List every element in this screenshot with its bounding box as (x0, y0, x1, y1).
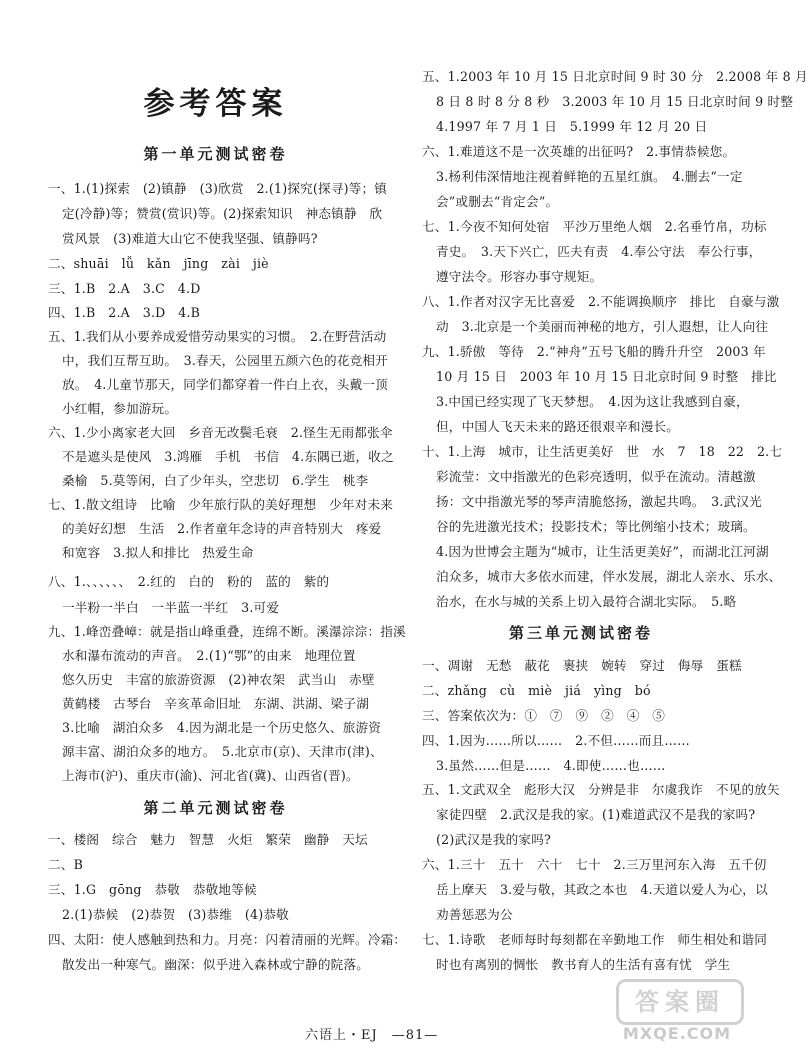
answer-line: 四、太阳：使人感触到热和力。月亮：闪着清丽的光辉。冷霜： (48, 932, 407, 947)
section-title-unit3: 第三单元测试密卷 (508, 624, 653, 642)
answer-line: 二、B (48, 857, 84, 872)
answer-line: 二、shuāi lǚ kǎn jīng zài jiè (48, 256, 269, 271)
answer-line: 不是遮头是使风 3.鸿雁 手机 书信 4.东隅已逝，收之 (62, 449, 394, 464)
answer-line: 动 3.北京是一个美丽而神秘的地方，引人遐想，让人向往 (436, 319, 769, 334)
answer-line: 散发出一种寒气。幽深：似乎进入森林或宁静的院落。 (62, 957, 370, 972)
answer-line: 六、1.三十 五十 六十 七十 2.三万里河东入海 五千仞 (422, 857, 767, 872)
answer-line: 三、1.G gōng 恭敬 恭敬地等候 (48, 882, 257, 897)
answer-line: 彩流莹：文中指激光的色彩亮透明，似乎在流动。清越激 (436, 469, 756, 484)
answer-line: 上海市(沪)、重庆市(渝)、河北省(冀)、山西省(晋)。 (62, 768, 359, 783)
answer-line: 2.(1)恭候 (2)恭贺 (3)恭维 (4)恭敬 (62, 907, 289, 922)
answer-line: 水和瀑布流动的声音。 2.(1)“鄂”的由来 地理位置 (62, 648, 356, 663)
answer-line: 中，我们互帮互助。 3.春天，公园里五颜六色的花竞相开 (62, 353, 388, 368)
answer-line: (2)武汉是我的家吗? (436, 832, 551, 847)
answer-line: 但，中国人飞天未来的路还很艰辛和漫长。 (436, 419, 680, 434)
answer-line: 一、楼阁 综合 魅力 智慧 火炬 繁荣 幽静 天坛 (48, 832, 368, 847)
answer-line: 七、1.今夜不知何处宿 平沙万里绝人烟 2.名垂竹帛，功标 (422, 219, 767, 234)
answer-line: 扬：文中指激光琴的琴声清脆悠扬，激起共鸣。 3.武汉光 (436, 494, 762, 509)
answer-line: 八、1.作者对汉字无比喜爱 2.不能调换顺序 排比 自豪与激 (422, 294, 780, 309)
answer-line: 九、1.骄傲 等待 2.“神舟”五号飞船的腾升升空 2003 年 (422, 344, 766, 359)
answer-line: 一、1.(1)探索 (2)镇静 (3)欣赏 2.(1)探究(探寻)等；镇 (48, 181, 388, 196)
answer-line: 七、1.诗歌 老师每时每刻都在辛勤地工作 师生相处和谐同 (422, 932, 768, 947)
page-title: 参考答案 (143, 86, 288, 122)
answer-line: 六、1.难道这不是一次英雄的出征吗? 2.事情恭候您。 (422, 144, 736, 159)
answer-line: 和宽容 3.拟人和排比 热爱生命 (62, 545, 254, 560)
answer-line: 4.因为世博会主题为“城市，让生活更美好”，而湖北江河湖 (436, 544, 769, 559)
answer-line: 家徒四壁 2.武汉是我的家。(1)难道武汉不是我的家吗? (436, 807, 756, 822)
answer-line: 五、1.2003 年 10 月 15 日北京时间 9 时 30 分 2.2008 年 8 月 (422, 69, 808, 84)
section-title-unit1: 第一单元测试密卷 (143, 145, 288, 163)
answer-line: 五、1.我们从小要养成爱惜劳动果实的习惯。 2.在野营活动 (48, 329, 387, 344)
answer-line: 遵守法令。形容办事守规矩。 (436, 269, 603, 284)
watermark-url: MXQE.COM (622, 1024, 732, 1043)
answer-line: 桑榆 5.莫等闲，白了少年头，空悲切 6.学生 桃李 (62, 473, 369, 488)
answer-line: 治水，在水与城的关系上切入最符合湖北实际。 5.略 (436, 594, 737, 609)
answer-line: 一半粉一半白 一半蓝一半红 3.可爱 (62, 600, 280, 615)
answer-line: 青史。 3.天下兴亡，匹夫有责 4.奉公守法 奉公行事， (436, 244, 762, 259)
answer-line: 六、1.少小离家老大回 乡音无改鬓毛衰 2.怪生无雨都张伞 (48, 425, 393, 440)
answer-line: 4.1997 年 7 月 1 日 5.1999 年 12 月 20 日 (436, 119, 708, 134)
answer-line: 会”或删去“肯定会”。 (436, 194, 559, 209)
answer-line: 的美好幻想 生活 2.作者童年念诗的声音特别大 疼爱 (62, 521, 382, 536)
answer-line: 泊众多，城市大多依水而建，伴水发展，湖北人亲水、乐水、 (436, 569, 782, 584)
answer-line: 源丰富、湖泊众多的地方。 5.北京市(京)、天津市(津)、 (62, 744, 383, 759)
answer-line: 放。 4.儿童节那天，同学们都穿着一件白上衣，头戴一顶 (62, 377, 388, 392)
watermark-brand: 答案圈 (616, 979, 744, 1025)
section-title-unit2: 第二单元测试密卷 (143, 799, 288, 817)
answer-line: 八、1.、、、、、、 2.红的 白的 粉的 蓝的 紫的 (48, 574, 330, 589)
page-footer: 六语上・EJ —81— (305, 1028, 439, 1043)
answer-line: 时也有离别的惆怅 教书育人的生活有喜有忧 学生 (436, 957, 731, 972)
answer-line: 定(冷静)等；赞赏(赏识)等。(2)探索知识 神态镇静 欣 (62, 206, 383, 221)
answer-line: 三、1.B 2.A 3.C 4.D (48, 281, 201, 296)
answer-line: 五、1.文武双全 彪形大汉 分辨是非 尔虞我诈 不见的放矢 (422, 782, 780, 797)
answer-line: 九、1.峰峦叠嶂：就是指山峰重叠，连绵不断。溪瀑淙淙：指溪 (48, 624, 406, 639)
answer-line: 二、zhǎng cù miè jiá yìng bó (422, 683, 651, 698)
answer-line: 3.中国已经实现了飞天梦想。 4.因为这让我感到自豪， (436, 394, 749, 409)
answer-line: 十、1.上海 城市，让生活更美好 世 水 7 18 22 2.七 (422, 444, 783, 459)
answer-line: 悠久历史 丰富的旅游资源 (2)神农架 武当山 赤壁 (62, 672, 375, 687)
answer-line: 谷的先进激光技术；投影技术；等比例缩小技术；玻璃。 (436, 519, 756, 534)
answer-line: 10 月 15 日 2003 年 10 月 15 日北京时间 9 时整 排比 (436, 369, 777, 384)
answer-line: 小红帽，参加游玩。 (62, 401, 178, 416)
answer-line: 8 日 8 时 8 分 8 秒 3.2003 年 10 月 15 日北京时间 9 时整 (436, 94, 794, 109)
answer-line: 3.虽然……但是…… 4.即使……也…… (436, 758, 666, 773)
answer-line: 七、1.散文组诗 比喻 少年旅行队的美好理想 少年对未来 (48, 497, 394, 512)
answer-line: 3.杨利伟深情地注视着鲜艳的五星红旗。 4.删去“一定 (436, 169, 743, 184)
answer-line: 四、1.因为……所以…… 2.不但……而且…… (422, 733, 690, 748)
answer-line: 一、凋谢 无愁 蔽花 裹挟 婉转 穿过 侮辱 蛋糕 (422, 658, 742, 673)
answer-line: 岳上摩天 3.爱与敬，其政之本也 4.天道以爱人为心，以 (436, 882, 768, 897)
answer-line: 赏风景 (3)难道大山它不使我坚强、镇静吗? (62, 231, 318, 246)
answer-line: 3.比喻 湖泊众多 4.因为湖北是一个历史悠久、旅游资 (62, 720, 382, 735)
answer-line: 黄鹤楼 古琴台 辛亥革命旧址 东湖、洪湖、梁子湖 (62, 696, 370, 711)
answer-line: 劝善惩恶为公 (436, 907, 513, 922)
answer-line: 四、1.B 2.A 3.D 4.B (48, 305, 201, 320)
watermark-logo (608, 979, 746, 1045)
answer-line: 三、答案依次为：① ⑦ ⑨ ② ④ ⑤ (422, 708, 666, 723)
